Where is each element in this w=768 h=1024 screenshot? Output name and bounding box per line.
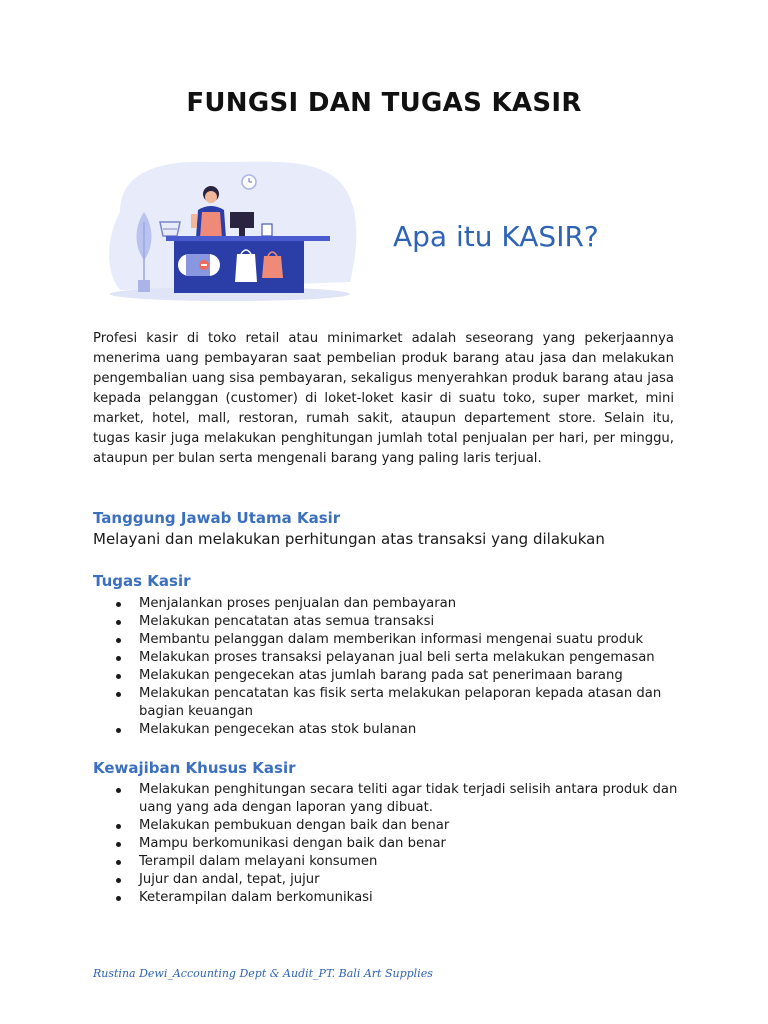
bullet-icon <box>116 842 121 847</box>
cashier-illustration-icon <box>100 152 362 304</box>
page-footer: Rustina Dewi_Accounting Dept & Audit_PT. Bali Art Supplies <box>93 967 433 980</box>
page-title: FUNGSI DAN TUGAS KASIR <box>186 88 582 118</box>
list-item: Melakukan proses transaksi pelayanan jual beli serta melakukan pengemasan <box>0 649 680 667</box>
list-item: Menjalankan proses penjualan dan pembayaran <box>0 595 680 613</box>
list-item: Keterampilan dalam berkomunikasi <box>0 889 680 907</box>
list-item: Melakukan pembukuan dengan baik dan benar <box>0 817 680 835</box>
tugas-heading: Tugas Kasir <box>93 572 191 590</box>
bullet-icon <box>116 674 121 679</box>
list-item: Melakukan pengecekan atas jumlah barang pada sat penerimaan barang <box>0 667 680 685</box>
list-item: Melakukan pengecekan atas stok bulanan <box>0 721 680 739</box>
tanggung-jawab-text: Melayani dan melakukan perhitungan atas transaksi yang dilakukan <box>93 530 605 548</box>
bullet-icon <box>116 728 121 733</box>
bullet-icon <box>116 878 121 883</box>
bullet-icon <box>116 638 121 643</box>
bullet-icon <box>116 860 121 865</box>
bullet-icon <box>116 620 121 625</box>
intro-paragraph: Profesi kasir di toko retail atau minimarket adalah seseorang yang pekerjaannya menerima uang pembayaran saat pembelian produk barang atau jasa dan melakukan pengembalian uang sisa pembayaran, sekaligus menyerahkan produk barang atau jasa kepada pelanggan (customer) di loket-loket kasir di suatu toko, super market, mini market, hotel, mall, restoran, rumah sakit, ataupun departement store. Selain itu, tugas kasir juga melakukan penghitungan jumlah total penjualan per hari, per minggu, ataupun per bulan serta mengenali barang yang paling laris terjual. <box>93 331 674 466</box>
section-subtitle: Apa itu KASIR? <box>393 220 599 253</box>
bullet-icon <box>116 692 121 697</box>
tugas-list <box>0 595 680 739</box>
list-item: Membantu pelanggan dalam memberikan informasi mengenai suatu produk <box>0 631 680 649</box>
bullet-icon <box>116 602 121 607</box>
tanggung-jawab-heading: Tanggung Jawab Utama Kasir <box>93 509 341 527</box>
bullet-icon <box>116 656 121 661</box>
list-item: Melakukan pencatatan kas fisik serta melakukan pelaporan kepada atasan dan bagian keuangan <box>0 685 680 721</box>
list-item: Mampu berkomunikasi dengan baik dan benar <box>0 835 680 853</box>
bullet-icon <box>116 824 121 829</box>
list-item: Melakukan pencatatan atas semua transaksi <box>0 613 680 631</box>
list-item: Terampil dalam melayani konsumen <box>0 853 680 871</box>
bullet-icon <box>116 788 121 793</box>
kewajiban-heading: Kewajiban Khusus Kasir <box>93 759 296 777</box>
list-item: Melakukan penghitungan secara teliti agar tidak terjadi selisih antara produk dan uang yang ada dengan laporan yang dibuat. <box>0 781 680 817</box>
bullet-icon <box>116 896 121 901</box>
list-item: Jujur dan andal, tepat, jujur <box>0 871 680 889</box>
kewajiban-list <box>0 781 680 907</box>
